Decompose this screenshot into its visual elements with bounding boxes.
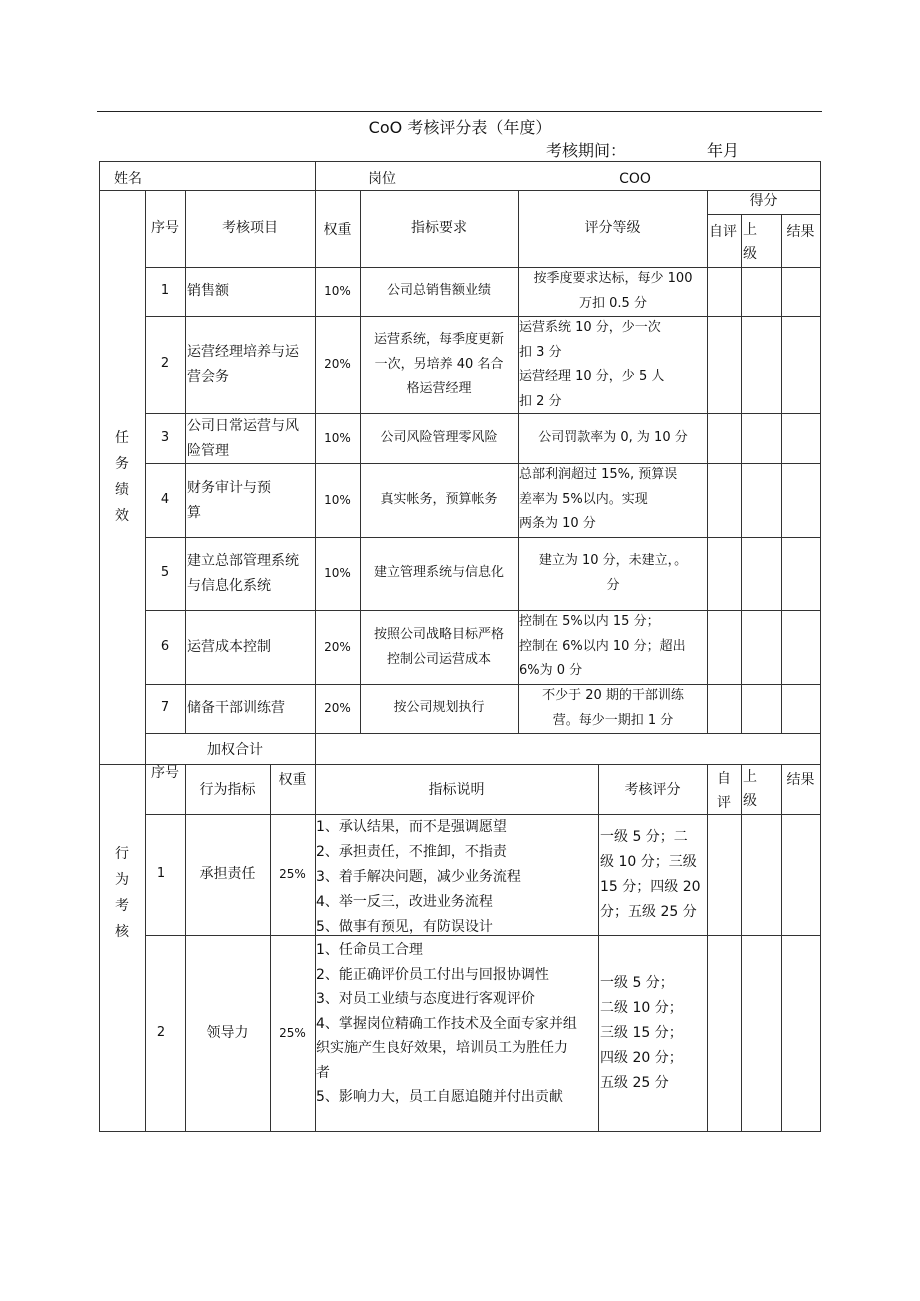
weighted-total-label-line: 加权合计 <box>207 742 263 758</box>
bheader-seq-line: 序号 <box>151 765 179 781</box>
period-label: 考核期间： <box>546 141 627 160</box>
behavior-row-description <box>316 815 598 940</box>
task-row-weight-line: 20% <box>324 701 351 715</box>
grid-line <box>145 316 821 317</box>
header-superior <box>743 218 781 266</box>
bheader-result <box>781 769 820 791</box>
task-row-item-line: 财务审计与预 <box>187 480 271 496</box>
task-row-requirement <box>360 328 518 402</box>
header-grading-line: 评分等级 <box>584 220 641 236</box>
bheader-result-line: 结果 <box>786 772 815 788</box>
task-row-item <box>187 414 315 463</box>
task-row-item-line: 公司日常运营与风 <box>187 418 299 434</box>
header-result <box>781 221 820 243</box>
grid-line <box>315 733 316 765</box>
header-requirement-line: 指标要求 <box>411 220 467 236</box>
bheader-superior-line: 级 <box>743 793 757 809</box>
name-label-line: 姓名 <box>114 171 142 187</box>
task-row-seq-line: 7 <box>160 700 170 715</box>
task-row-seq-line: 2 <box>160 356 170 371</box>
task-row-grading-line: 按季度要求达标，每少 100 <box>533 271 693 286</box>
task-row-requirement-line: 运营系统，每季度更新 <box>373 332 504 347</box>
weighted-total-label <box>185 738 285 762</box>
task-row-item-line: 运营成本控制 <box>187 639 271 655</box>
bheader-description-line: 指标说明 <box>428 782 485 798</box>
header-item-line: 考核项目 <box>222 220 278 236</box>
behavior-row-description-line: 3、对员工业绩与态度进行客观评价 <box>316 991 535 1007</box>
task-row-requirement-line: 按照公司战略目标严格 <box>373 627 504 642</box>
grid-line <box>145 537 821 538</box>
behavior-row-weight <box>270 1021 315 1046</box>
behavior-row-description-line: 2、承担责任，不推卸，不指责 <box>316 844 507 860</box>
behavior-row-indicator <box>185 862 270 887</box>
behavior-row-description-line: 5、影响力大，员工自愿追随并付出贡献 <box>316 1089 563 1105</box>
task-row-requirement-line: 格运营经理 <box>406 381 472 396</box>
behavior-row-assessment <box>600 825 707 925</box>
behavior-row-indicator <box>185 1021 270 1046</box>
grid-line <box>185 190 186 734</box>
behavior-row-assessment-line: 三级 15 分； <box>600 1025 683 1041</box>
behavior-row-assessment-line: 四级 20 分； <box>600 1050 683 1066</box>
bheader-superior <box>743 765 781 813</box>
behavior-section-label-line: 行 <box>115 846 129 862</box>
task-row-weight-line: 20% <box>324 357 351 371</box>
task-row-requirement-line: 公司总销售额业绩 <box>386 283 491 298</box>
grid-line <box>145 684 821 685</box>
bheader-self-line: 自 <box>717 771 731 787</box>
header-seq <box>145 217 185 239</box>
behavior-row-assessment-line: 15 分；四级 20 <box>600 879 701 895</box>
grid-line <box>99 161 821 162</box>
grid-line <box>99 161 100 1132</box>
task-row-item-line: 与信息化系统 <box>187 577 271 594</box>
task-row-item-line: 销售额 <box>187 283 229 299</box>
behavior-row-assessment-line: 一级 5 分；二 <box>600 829 688 845</box>
task-row-grading-line: 运营系统 10 分，少一次 <box>519 320 661 335</box>
bheader-seq <box>145 762 185 784</box>
task-row-grading-line: 两条为 10 分 <box>519 516 596 531</box>
task-section-label-line: 绩 <box>115 482 129 498</box>
position-value <box>600 169 670 189</box>
grid-line <box>145 267 821 268</box>
grid-line <box>99 1131 821 1132</box>
task-row-grading-line: 控制在 6%以内 10 分；超出 <box>519 638 686 654</box>
grid-line <box>315 161 316 191</box>
task-row-seq-line: 3 <box>160 430 170 445</box>
task-row-seq <box>145 352 185 377</box>
header-result-line: 结果 <box>786 224 815 240</box>
grid-line <box>598 764 599 1132</box>
behavior-row-description-line: 者 <box>316 1064 330 1081</box>
grid-line <box>145 190 146 765</box>
task-section-label-line: 务 <box>115 456 129 472</box>
grid-line <box>145 764 146 1132</box>
grid-line <box>145 733 821 734</box>
behavior-row-description-line: 4、举一反三，改进业务流程 <box>316 894 493 910</box>
header-weight <box>315 219 360 241</box>
behavior-row-assessment-line: 分；五级 25 分 <box>600 904 697 920</box>
task-row-grading <box>519 463 707 537</box>
task-row-grading-line: 控制在 5%以内 15 分； <box>519 614 660 629</box>
header-score-line: 得分 <box>749 193 778 209</box>
task-row-weight-line: 10% <box>324 566 351 580</box>
task-row-grading-line: 总部利润超过 15%, 预算误 <box>519 467 678 482</box>
task-row-requirement <box>360 488 518 513</box>
task-row-weight <box>315 635 360 660</box>
behavior-section-label-line: 为 <box>115 872 129 888</box>
behavior-row-weight-line: 25% <box>279 867 306 881</box>
task-row-requirement-line: 真实帐务，预算帐务 <box>380 492 498 507</box>
header-grading <box>518 217 707 239</box>
grid-line <box>707 214 821 215</box>
task-row-seq <box>145 426 185 451</box>
header-score <box>707 190 820 212</box>
behavior-row-description-line: 1、任命员工合理 <box>316 942 423 958</box>
behavior-row-description-line: 4、掌握岗位精确工作技术及全面专家并组 <box>316 1015 577 1032</box>
grid-line <box>741 764 742 1132</box>
task-row-seq-line: 6 <box>160 639 170 654</box>
bheader-assessment <box>598 779 707 801</box>
task-row-weight <box>315 352 360 377</box>
task-row-weight-line: 10% <box>324 431 351 445</box>
name-label <box>114 169 194 189</box>
task-row-seq <box>145 635 185 660</box>
grid-line <box>707 190 708 734</box>
task-row-weight <box>315 561 360 586</box>
task-row-seq-line: 4 <box>160 492 170 507</box>
bheader-assessment-line: 考核评分 <box>624 782 681 798</box>
task-row-seq-line: 5 <box>160 565 170 580</box>
behavior-row-assessment <box>600 971 707 1096</box>
behavior-row-assessment-line: 二级 10 分； <box>600 1000 683 1016</box>
task-row-item-line: 险管理 <box>187 442 229 459</box>
bheader-indicator <box>185 779 270 801</box>
task-row-requirement <box>360 696 518 721</box>
task-row-item-line: 运营经理培养与运 <box>187 344 299 360</box>
position-label <box>368 169 428 189</box>
task-row-weight <box>315 696 360 721</box>
task-row-grading-line: 不少于 20 期的干部训练 <box>542 688 684 703</box>
bheader-self-line: 评 <box>717 795 731 811</box>
behavior-row-description-line: 织实施产生良好效果，培训员工为胜任力 <box>316 1040 568 1056</box>
behavior-section-label-line: 考 <box>115 898 129 914</box>
bheader-self <box>707 767 741 815</box>
grid-line <box>99 764 821 765</box>
task-row-requirement-line: 公司风险管理零风险 <box>380 430 498 445</box>
grid-line <box>820 161 821 1132</box>
grid-line <box>707 764 708 1132</box>
task-row-grading-line: 建立为 10 分，未建立，。 <box>538 553 688 568</box>
task-row-requirement-line: 控制公司运营成本 <box>386 651 491 667</box>
behavior-section-label <box>112 841 132 945</box>
task-row-item <box>187 340 315 389</box>
task-row-grading <box>519 267 707 316</box>
behavior-row-weight-line: 25% <box>279 1026 306 1040</box>
header-seq-line: 序号 <box>151 220 179 236</box>
grid-line <box>145 610 821 611</box>
page-title: CoO 考核评分表（年度） <box>368 118 552 137</box>
task-row-seq-line: 1 <box>160 283 170 298</box>
task-row-grading-line: 扣 2 分 <box>519 393 562 409</box>
task-row-weight <box>315 488 360 513</box>
task-row-weight <box>315 426 360 451</box>
header-self-line: 自评 <box>709 224 737 240</box>
bheader-weight <box>270 769 315 791</box>
grid-line <box>781 764 782 1132</box>
bheader-description <box>315 779 598 801</box>
behavior-row-weight <box>270 862 315 887</box>
behavior-row-description-line: 3、着手解决问题，减少业务流程 <box>316 869 521 885</box>
task-row-weight <box>315 279 360 304</box>
task-row-requirement <box>360 279 518 304</box>
position-label-line: 岗位 <box>368 171 396 187</box>
behavior-row-indicator-line: 承担责任 <box>199 866 256 882</box>
task-row-item-line: 营会务 <box>187 368 229 385</box>
task-row-item-line: 算 <box>187 504 201 521</box>
task-row-seq <box>145 561 185 586</box>
task-row-grading-line: 6%为 0 分 <box>519 663 583 678</box>
behavior-row-seq <box>145 862 177 887</box>
bheader-weight-line: 权重 <box>278 772 307 788</box>
grid-line <box>185 764 186 1132</box>
task-row-grading-line: 公司罚款率为 0, 为 10 分 <box>538 430 688 445</box>
grid-line <box>741 214 742 734</box>
task-row-requirement-line: 按公司规划执行 <box>393 700 485 715</box>
task-row-requirement <box>360 561 518 586</box>
grid-line <box>781 214 782 734</box>
task-row-item <box>187 476 315 525</box>
task-row-item-line: 建立总部管理系统 <box>187 553 299 569</box>
task-row-weight-line: 10% <box>324 284 351 298</box>
task-row-grading <box>519 684 707 733</box>
bheader-indicator-line: 行为指标 <box>199 782 256 798</box>
header-superior-line: 上 <box>743 222 757 238</box>
period-year-month: 年月 <box>707 141 740 160</box>
behavior-row-assessment-line: 五级 25 分 <box>600 1075 669 1091</box>
task-section-label <box>112 425 132 529</box>
task-section-label-line: 任 <box>115 430 129 446</box>
behavior-row-assessment-line: 级 10 分；三级 <box>600 854 697 870</box>
behavior-row-description-line: 5、做事有预见，有防误设计 <box>316 919 493 935</box>
behavior-row-description-line: 2、能正确评价员工付出与回报协调性 <box>316 966 549 983</box>
behavior-row-description <box>316 938 598 1110</box>
task-row-seq <box>145 488 185 513</box>
behavior-row-seq <box>145 1021 177 1046</box>
behavior-row-assessment-line: 一级 5 分； <box>600 975 674 991</box>
behavior-row-indicator-line: 领导力 <box>206 1025 249 1041</box>
grid-line <box>270 764 271 1132</box>
task-row-requirement-line: 一次，另培养 40 名合 <box>374 356 504 372</box>
task-row-grading <box>519 610 707 684</box>
task-row-grading-line: 分 <box>606 577 620 593</box>
task-row-grading-line: 差率为 5%以内。实现 <box>519 491 648 507</box>
task-section-label-line: 效 <box>115 508 129 524</box>
task-row-weight-line: 20% <box>324 640 351 654</box>
header-self <box>709 221 743 243</box>
task-row-item <box>187 696 315 721</box>
task-row-weight-line: 10% <box>324 493 351 507</box>
task-row-item-line: 储备干部训练营 <box>187 700 285 716</box>
task-row-grading-line: 营。每少一期扣 1 分 <box>552 712 674 728</box>
task-row-grading-line: 运营经理 10 分，少 5 人 <box>519 369 665 384</box>
task-row-grading-line: 扣 3 分 <box>519 344 562 360</box>
behavior-row-seq-line: 1 <box>156 866 166 881</box>
task-row-seq <box>145 279 185 304</box>
task-row-grading <box>519 426 707 451</box>
behavior-row-description-line: 1、承认结果，而不是强调愿望 <box>316 819 507 835</box>
grid-line <box>145 463 821 464</box>
task-row-item <box>187 279 315 304</box>
task-row-requirement <box>360 426 518 451</box>
header-item <box>185 217 315 239</box>
task-row-requirement <box>360 623 518 672</box>
bheader-superior-line: 上 <box>743 769 757 785</box>
header-weight-line: 权重 <box>323 222 352 238</box>
behavior-row-seq-line: 2 <box>156 1025 166 1040</box>
task-row-grading <box>519 316 707 414</box>
task-row-grading <box>519 549 707 598</box>
task-row-item <box>187 549 315 598</box>
task-row-requirement-line: 建立管理系统与信息化 <box>373 565 504 580</box>
task-row-grading-line: 万扣 0.5 分 <box>579 295 647 311</box>
task-row-item <box>187 635 315 660</box>
header-requirement <box>360 217 518 239</box>
top-rule <box>97 111 822 112</box>
header-superior-line: 级 <box>743 246 757 262</box>
position-value-line: COO <box>619 171 651 187</box>
behavior-section-label-line: 核 <box>115 924 129 940</box>
task-row-seq <box>145 696 185 721</box>
